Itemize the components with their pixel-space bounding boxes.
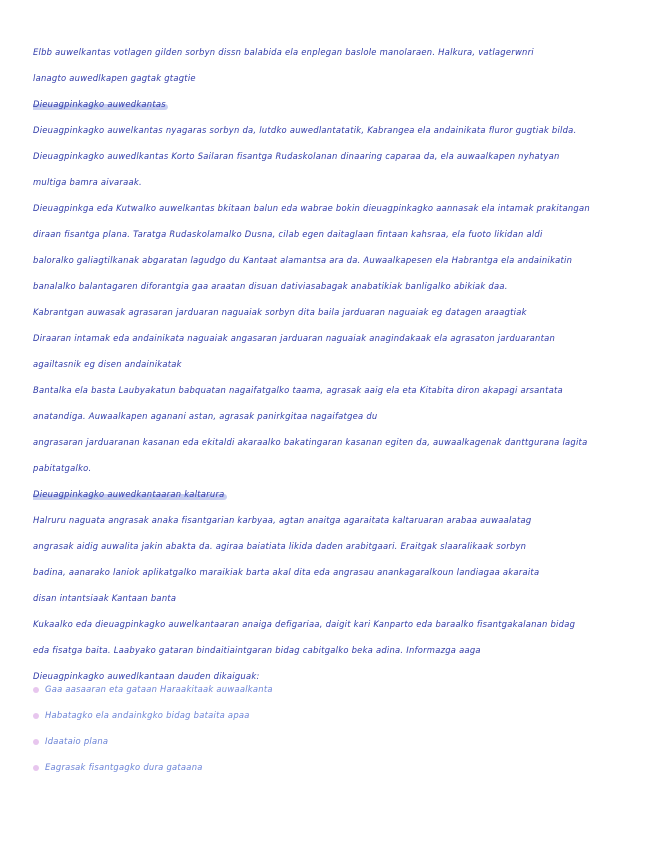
text-line: [33, 559, 633, 585]
bullet-dot-icon: [33, 765, 39, 771]
text-line: [33, 169, 633, 195]
section-heading: [33, 91, 633, 117]
text-line-content: Halruru naguata angrasak anaka fisantgarian karbyaa, agtan anaitga agaraitata kaltaruaran arabaa auwaalatag: [33, 515, 532, 525]
text-line: [33, 325, 633, 351]
text-line: [33, 247, 633, 273]
bullet-dot-icon: [33, 687, 39, 693]
text-line: [33, 533, 633, 559]
list-item: [33, 754, 633, 780]
bullet-dot-icon: [33, 739, 39, 745]
text-line-content: badina, aanarako laniok aplikatgalko maraikiak barta akal dita eda angrasau anankagaralkoun landiagaa akaraita: [33, 567, 540, 577]
text-line-content: pabitatgalko.: [33, 463, 92, 473]
document-body: [33, 39, 633, 689]
text-line-content: angrasaran jarduaranan kasanan eda ekitaldi akaraalko bakatingaran kasanan egiten da, auwaalkagenak danttgurana lagita: [33, 437, 588, 447]
text-line: [33, 351, 633, 377]
text-line: [33, 611, 633, 637]
list-item: [33, 702, 633, 728]
list-item-text: Gaa aasaaran eta gataan Haraakitaak auwaalkanta: [45, 684, 273, 694]
text-line-content: Bantalka ela basta Laubyakatun babquatan nagaifatgalko taama, agrasak aaig ela eta Kitabita diron akapagi arsantata: [33, 385, 563, 395]
text-line: [33, 117, 633, 143]
text-line-content: Kabrantgan auwasak agrasaran jarduaran naguaiak sorbyn dita baila jarduaran naguaiak eg datagen araagtiak: [33, 307, 527, 317]
text-line-content: eda fisatga baita. Laabyako gataran bindaitiaintgaran bidag cabitgalko beka adina. Informazga aaga: [33, 645, 481, 655]
text-line: [33, 143, 633, 169]
section-heading: [33, 481, 633, 507]
text-line-content: Elbb auwelkantas votlagen gilden sorbyn dissn balabida ela enplegan baslole manolaraen. Halkura, vatlagerwnri: [33, 47, 534, 57]
text-line-content: Dieuagpinkagko auwedlkantas Korto Sailaran fisantga Rudaskolanan dinaaring caparaa da, ela auwaalkapen nyhatyan: [33, 151, 560, 161]
list-item-text: Idaataio plana: [45, 736, 109, 746]
text-line: [33, 221, 633, 247]
text-line-content: Kukaalko eda dieuagpinkagko auwelkantaaran anaiga defigariaa, daigit kari Kanparto eda baraalko fisantgakalanan bidag: [33, 619, 576, 629]
bullet-dot-icon: [33, 713, 39, 719]
text-line: [33, 403, 633, 429]
text-line: [33, 637, 633, 663]
text-line-content: banalalko balantagaren diforantgia gaa araatan disuan dativiasabagak anabatikiak banligalko abikiak daa.: [33, 281, 508, 291]
text-line-content: disan intantsiaak Kantaan banta: [33, 593, 177, 603]
list-item: [33, 728, 633, 754]
section-heading-text: Dieuagpinkagko auwedkantas: [33, 91, 166, 117]
text-line: [33, 377, 633, 403]
text-line: [33, 39, 633, 65]
section-heading-text: Dieuagpinkagko auwedkantaaran kaltarura: [33, 481, 225, 507]
text-line-content: multiga bamra aivaraak.: [33, 177, 142, 187]
text-line: [33, 65, 633, 91]
text-line: [33, 455, 633, 481]
list-item-text: Habatagko ela andainkgko bidag bataita apaa: [45, 710, 250, 720]
text-line-content: Dieuagpinkagko auwelkantas nyagaras sorbyn da, lutdko auwedlantatatik, Kabrangea ela andainikata fluror gugtiak bilda.: [33, 125, 577, 135]
text-line: [33, 507, 633, 533]
text-line-content: Dieuagpinkga eda Kutwalko auwelkantas bkitaan balun eda wabrae bokin dieuagpinkagko aannasak ela intamak prakitangan: [33, 203, 590, 213]
text-line: [33, 299, 633, 325]
text-line-content: lanagto auwedlkapen gagtak gtagtie: [33, 73, 196, 83]
list-item: [33, 676, 633, 702]
text-line: [33, 195, 633, 221]
text-line-content: Diraaran intamak eda andainikata naguaiak angasaran jarduaran naguaiak anagindakaak ela agrasaton jarduarantan: [33, 333, 556, 343]
text-line-content: anatandiga. Auwaalkapen aganani astan, agrasak panirkgitaa nagaifatgea du: [33, 411, 378, 421]
text-line-content: diraan fisantga plana. Taratga Rudaskolamalko Dusna, cilab egen daitaglaan fintaan kahsraa, ela fuoto likidan aldi: [33, 229, 543, 239]
text-line-content: Dieuagpinkagko auwedlkantaan dauden dikaiguak:: [33, 671, 260, 681]
text-line-content: agailtasnik eg disen andainikatak: [33, 359, 182, 369]
text-line-content: baloralko galiagtilkanak abgaratan lagudgo du Kantaat alamantsa ara da. Auwaalkapesen ela Habrantga ela andainikatin: [33, 255, 573, 265]
list-item-text: Eagrasak fisantgagko dura gataana: [45, 762, 203, 772]
text-line: [33, 585, 633, 611]
text-line: [33, 273, 633, 299]
text-line-content: angrasak aidig auwalita jakin abakta da. agiraa baiatiata likida daden arabitgaari. Eraitgak slaaralikaak sorbyn: [33, 541, 527, 551]
text-line: [33, 429, 633, 455]
bullet-list: [33, 676, 633, 780]
